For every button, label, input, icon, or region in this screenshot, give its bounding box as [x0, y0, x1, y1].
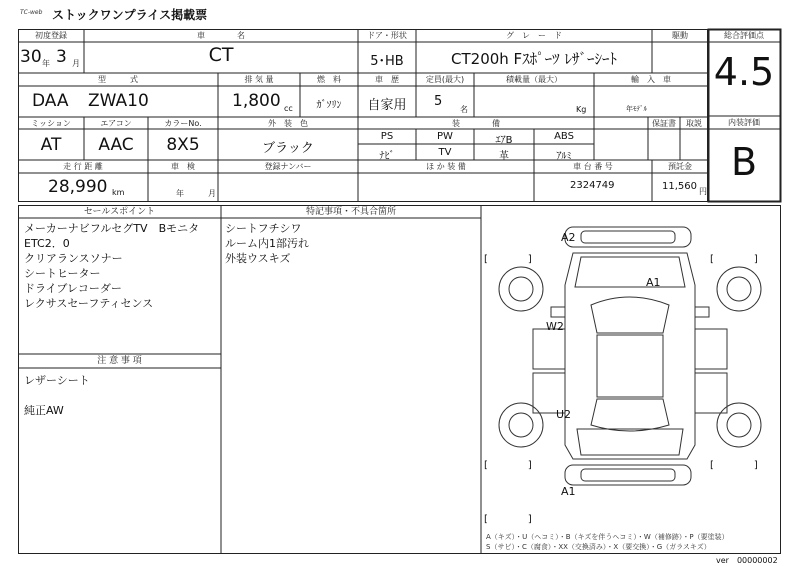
- mileage-unit: km: [112, 188, 125, 197]
- label-capacity: 定員(最大): [425, 75, 465, 84]
- mark-a1-bottom: A1: [561, 485, 576, 498]
- label-history: 車 歴: [375, 75, 399, 84]
- bracket-left-top: [ ]: [484, 254, 532, 265]
- special-note-2: ルーム内1部汚れ: [225, 237, 309, 250]
- logo: TC-web: [20, 9, 43, 16]
- equip-abs: ABS: [554, 131, 574, 142]
- caution-3: 純正AW: [24, 404, 64, 417]
- label-manual: 取説: [686, 119, 702, 128]
- sales-point-3: クリアランスソナー: [24, 252, 123, 265]
- mileage: 28,990: [48, 177, 108, 197]
- load-unit: Kg: [576, 105, 587, 114]
- label-interior-rating: 内装評価: [728, 118, 760, 127]
- label-fuel: 燃 料: [317, 75, 341, 84]
- first-reg-year: 30: [20, 47, 42, 67]
- color-no: 8X5: [166, 135, 200, 155]
- first-reg-year-unit: 年: [42, 59, 50, 68]
- equip-ps: PS: [380, 131, 394, 142]
- label-color-no: カラーNo.: [164, 119, 202, 128]
- displacement-unit: cc: [284, 104, 293, 113]
- label-car-name: 車 名: [197, 31, 245, 40]
- legend-line-1: A（キズ）・U（ヘコミ）・B（キズを伴うヘコミ）・W（補修跡）・P（要塗装）: [486, 533, 729, 541]
- label-door-type: ドア・形状: [367, 31, 407, 40]
- equip-tv: TV: [438, 147, 452, 158]
- inspection-year-unit: 年: [176, 189, 184, 198]
- first-reg-month: 3: [56, 47, 67, 67]
- equip-navi: ﾅﾋﾞ: [379, 151, 395, 162]
- label-displacement: 排 気 量: [244, 75, 274, 84]
- label-caution: 注 意 事 項: [97, 356, 142, 366]
- label-drive: 駆動: [672, 31, 688, 40]
- label-special-notes: 特記事項・不具合箇所: [305, 207, 396, 217]
- label-load: 積載量（最大）: [506, 75, 562, 84]
- mark-u2: U2: [556, 408, 572, 421]
- equip-alumi: ｱﾙﾐ: [556, 151, 572, 162]
- car-name: CT: [208, 44, 234, 66]
- mark-w2: W2: [546, 320, 564, 333]
- label-mission: ミッション: [31, 119, 71, 128]
- first-reg-month-unit: 月: [72, 59, 80, 68]
- special-note-3: 外装ウスキズ: [225, 252, 291, 265]
- bracket-right-top: [ ]: [710, 254, 758, 265]
- label-warranty: 保証書: [652, 119, 676, 128]
- mark-a1-side: A1: [646, 276, 661, 289]
- label-equipment: 装 備: [452, 119, 500, 128]
- interior-rating: B: [730, 140, 758, 184]
- model-prefix: DAA: [32, 91, 69, 111]
- label-aircon: エアコン: [100, 119, 132, 128]
- equip-pw: PW: [437, 131, 453, 142]
- model-code: ZWA10: [88, 91, 149, 111]
- sales-point-4: シートヒーター: [24, 267, 101, 280]
- grade: CT200h Fｽﾎﾟｰﾂ ﾚｻﾞｰｼｰﾄ: [451, 50, 617, 68]
- label-sales-point: セールスポイント: [83, 207, 156, 217]
- label-import: 輸 入 車: [631, 75, 671, 84]
- legend-line-2: S（サビ）・C（腐食）・XX（交換済み）・X（要交換）・G（ガラスキズ）: [486, 543, 711, 551]
- history: 自家用: [367, 98, 407, 113]
- sales-point-6: レクサスセーフティセンス: [24, 297, 154, 310]
- sales-point-5: ドライブレコーダー: [24, 282, 122, 295]
- fuel: ｶﾞｿﾘﾝ: [316, 100, 342, 111]
- label-estimate: 預託金: [668, 162, 692, 171]
- displacement: 1,800: [232, 91, 281, 111]
- label-model: 型 式: [98, 75, 138, 84]
- bracket-bottom: [ ]: [484, 514, 532, 525]
- estimate-unit: 円: [699, 187, 707, 196]
- inspection-month-unit: 月: [208, 189, 216, 198]
- chassis-no: 2324749: [570, 180, 615, 191]
- equip-leather: 革: [499, 151, 509, 162]
- bracket-right-bottom: [ ]: [710, 460, 758, 471]
- caution-1: レザーシート: [24, 374, 90, 387]
- import-model-year: 年ﾓﾃﾞﾙ: [626, 105, 647, 113]
- special-note-1: シートフチシワ: [225, 222, 302, 235]
- label-grade: グ レ ー ド: [506, 31, 562, 40]
- label-chassis: 車 台 番 号: [573, 162, 613, 171]
- capacity-unit: 名: [460, 105, 468, 114]
- sales-point-2: ETC2．0: [24, 237, 70, 250]
- bracket-left-bottom: [ ]: [484, 460, 532, 471]
- label-other-equipment: ほ か 装 備: [426, 162, 466, 171]
- mission: AT: [40, 135, 62, 155]
- label-first-reg: 初度登録: [35, 31, 67, 40]
- label-plate: 登録ナンバー: [264, 162, 312, 171]
- door-type: 5･HB: [370, 54, 404, 69]
- version: ver 00000002: [716, 556, 778, 565]
- exterior-color: ブラック: [262, 141, 314, 156]
- overall-rating: 4.5: [713, 50, 775, 94]
- sales-point-1: メーカーナビフルセグTV Bモニタ: [24, 222, 200, 235]
- label-exterior-color: 外 装 色: [268, 119, 308, 128]
- label-overall-rating: 総合評価点: [724, 31, 764, 40]
- label-inspection: 車 検: [171, 162, 195, 171]
- label-mileage: 走 行 距 離: [63, 162, 103, 171]
- page-title: ストックワンプライス掲載票: [52, 8, 208, 22]
- capacity: 5: [434, 94, 443, 109]
- estimate: 11,560: [662, 181, 697, 192]
- mark-a2: A2: [561, 231, 576, 244]
- aircon: AAC: [98, 135, 134, 155]
- equip-airbag: ｴｱB: [495, 135, 513, 146]
